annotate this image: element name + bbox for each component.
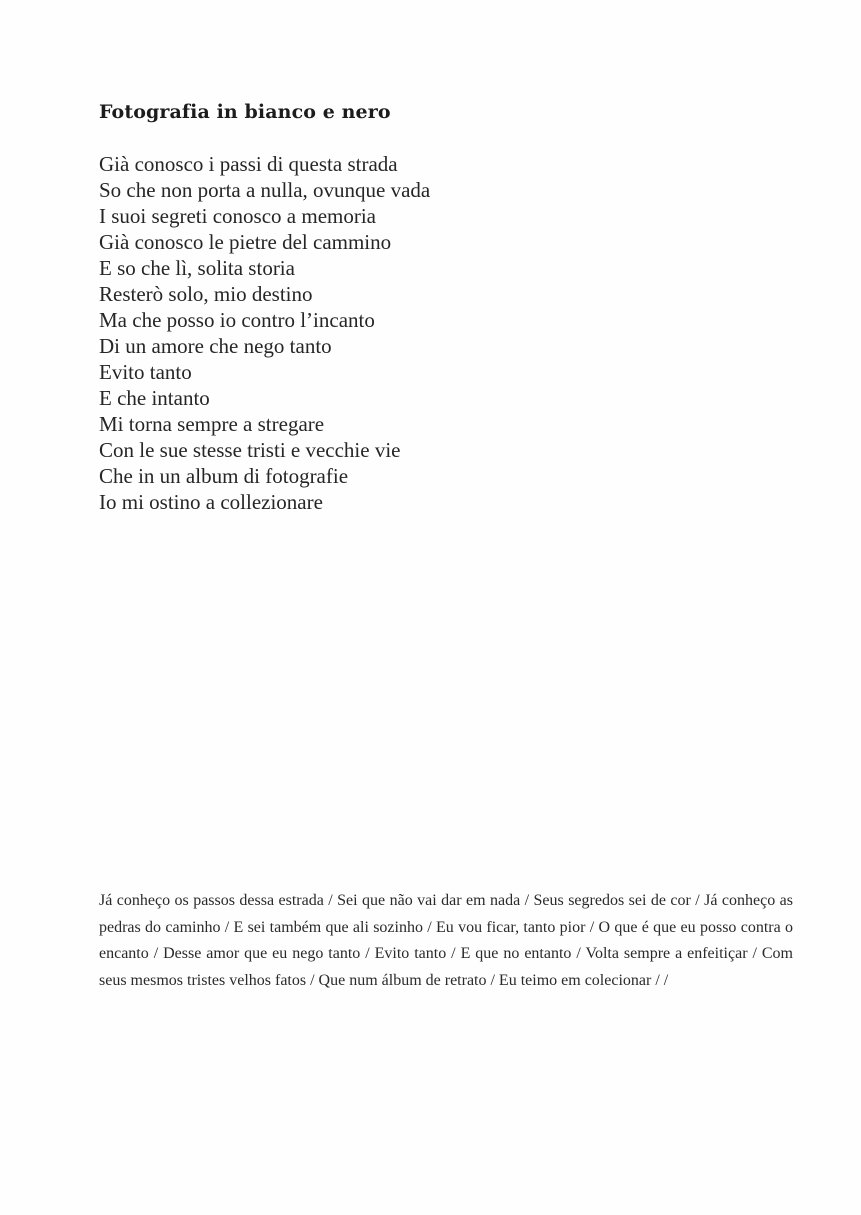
poem-title: Fotografia in bianco e nero xyxy=(99,101,391,123)
poem-line: Già conosco le pietre del cammino xyxy=(99,230,392,254)
poem-line: Mi torna sempre a stregare xyxy=(99,412,325,436)
poem-line: Di un amore che nego tanto xyxy=(99,334,332,358)
poem-line: E che intanto xyxy=(99,386,210,410)
poem-line: Già conosco i passi di questa strada xyxy=(99,152,398,176)
poem-line: E so che lì, solita storia xyxy=(99,256,295,280)
poem-line: Io mi ostino a collezionare xyxy=(99,490,323,514)
poem-line: Resterò solo, mio destino xyxy=(99,282,313,306)
poem-line: So che non porta a nulla, ovunque vada xyxy=(99,178,431,202)
portuguese-original-text: Já conheço os passos dessa estrada / Sei que não vai dar em nada / Seus segredos sei de cor / Já conheço as pedras do caminho / E sei também que ali sozinho / Eu vou ficar, tanto pior / O que é que eu posso contra o encanto / Desse amor que eu nego tanto / Evito tanto / E que no entanto / Volta sempre a enfeitiçar / Com seus mesmos tristes velhos fatos / Que num álbum de retrato / Eu teimo em colecionar / / xyxy=(99,892,793,989)
poem-line: Evito tanto xyxy=(99,360,192,384)
poem-stanza xyxy=(99,151,430,515)
poem-line: Con le sue stesse tristi e vecchie vie xyxy=(99,438,401,462)
poem-line: I suoi segreti conosco a memoria xyxy=(99,204,376,228)
poem-line: Che in un album di fotografie xyxy=(99,464,349,488)
poem-line: Ma che posso io contro l’incanto xyxy=(99,308,375,332)
